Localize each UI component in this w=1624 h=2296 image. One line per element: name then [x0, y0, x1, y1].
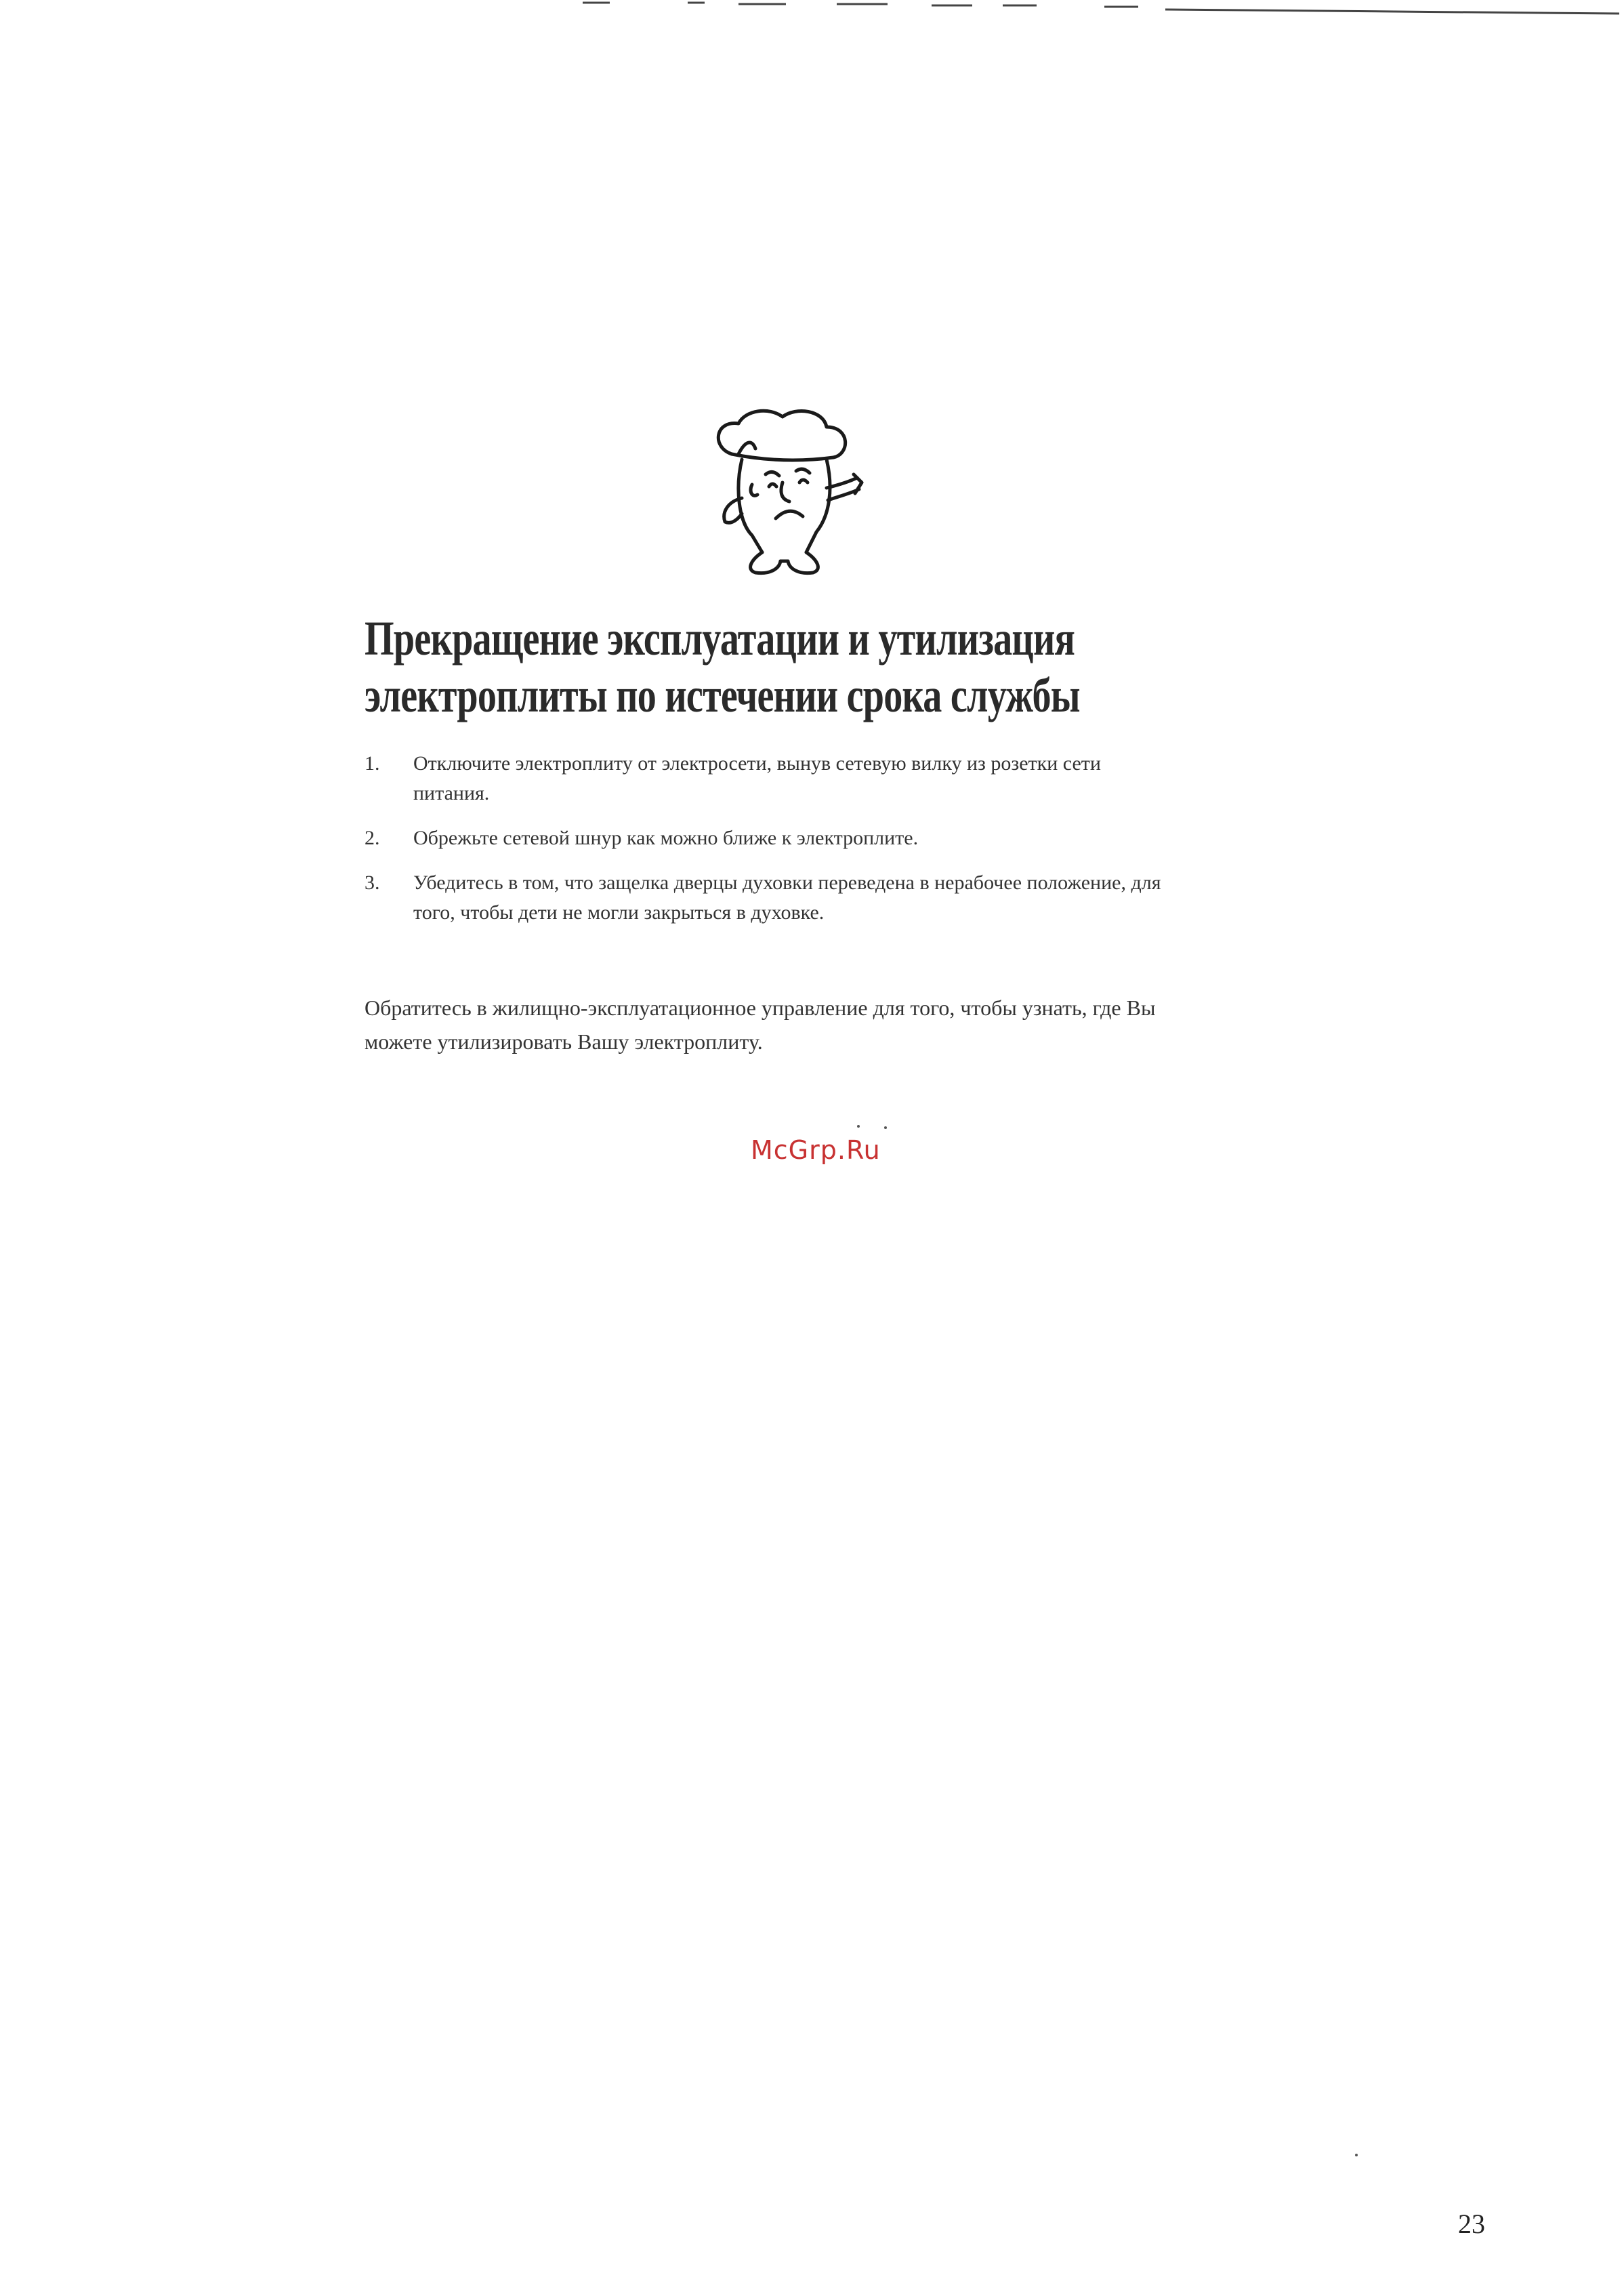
step-number: 1. [365, 752, 380, 775]
list-item [365, 749, 1178, 808]
step-number: 2. [365, 827, 380, 849]
scan-speck [857, 1125, 860, 1128]
step-text: Обрежьте сетевой шнур как можно ближе к электроплите. [413, 827, 919, 849]
list-item [365, 868, 1178, 928]
step-number: 3. [365, 872, 380, 894]
page-number: 23 [1458, 2209, 1485, 2239]
scan-speck [884, 1126, 887, 1129]
title-line-1: Прекращение эксплуатации и утилизация [365, 611, 1075, 665]
title-line-2: электроплиты по истечении срока службы [365, 668, 1080, 722]
scan-speck [1355, 2154, 1358, 2156]
page-title [365, 610, 1080, 724]
step-text: Убедитесь в том, что защелка дверцы духовки переведена в нерабочее положение, для того, чтобы дети не могли закрыться в духовке. [413, 872, 1161, 924]
scan-edge-marks [0, 0, 1624, 27]
disposal-note: Обратитесь в жилищно-эксплуатационное управление для того, чтобы узнать, где Вы можете утилизировать Вашу электроплиту. [365, 996, 1156, 1054]
step-text: Отключите электроплиту от электросети, вынув сетевую вилку из розетки сети питания. [413, 752, 1101, 804]
watermark: McGrp.Ru [751, 1135, 881, 1165]
chef-mascot-icon [705, 407, 867, 583]
list-item [365, 823, 1178, 853]
steps-list [365, 749, 1178, 943]
